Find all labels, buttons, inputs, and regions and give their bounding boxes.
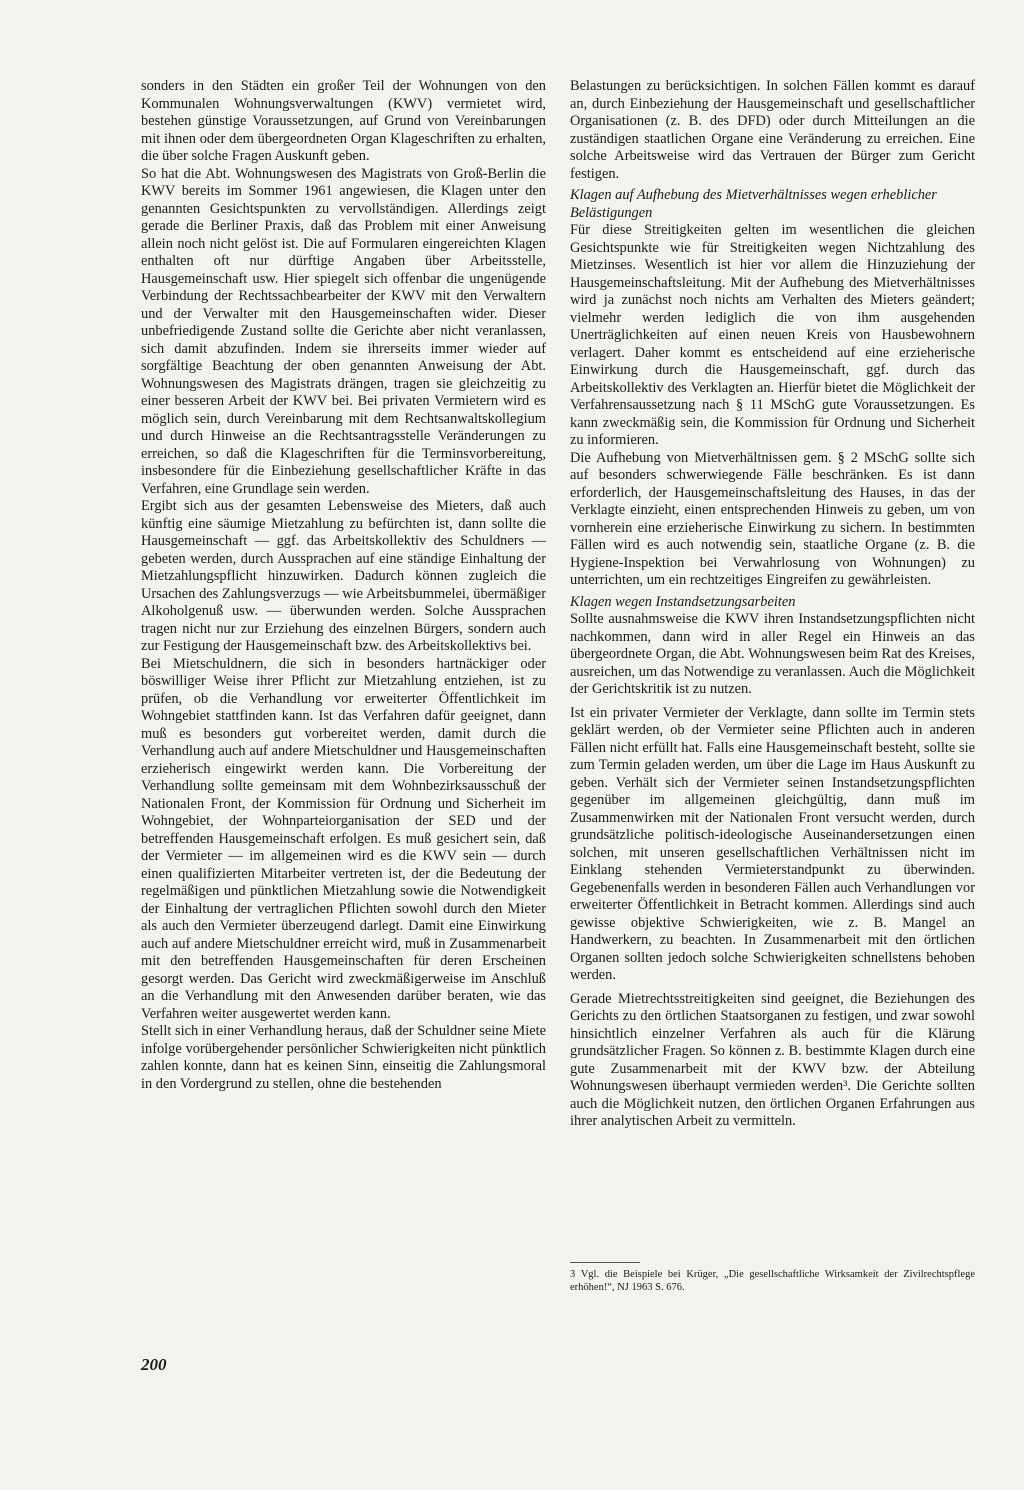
paragraph: Stellt sich in einer Verhandlung heraus, daß der Schuldner seine Miete infolge vorübergehender persönlicher Schwierigkeiten nicht pünktlich zahlen konnte, dann hat es keinen Sinn, einseitig die Zahlungsmoral in den Vordergrund zu stellen, ohne die bestehenden (141, 1023, 546, 1092)
section-heading: Klagen auf Aufhebung des Mietverhältnisses wegen erheblicher Belästigungen (570, 187, 937, 221)
paragraph: Ist ein privater Vermieter der Verklagte, dann sollte im Termin stets geklärt werden, ob der Vermieter seine Pflichten auch in anderen Fällen nicht erfüllt hat. Falls eine Hausgemeinschaft besteht, sollte sie zum Termin geladen werden, um über die Lage im Haus Auskunft zu geben. Verhält sich der Vermieter seinen Instandsetzungspflichten gegenüber im allgemeinen gleichgültig, dann muß im Zusammenwirken mit der Nationalen Front versucht werden, durch grundsätzliche politisch-ideologische Auseinandersetzungen einen solchen, mit unseren gesellschaftlichen Verhältnissen nicht im Einklang stehenden Vermieterstandpunkt zu überwinden. Gegebenenfalls werden in besonderen Fällen auch Verhandlungen vor erweiterter Öffentlichkeit in Betracht kommen. Allerdings sind auch gewisse objektive Schwierigkeiten, wie z. B. Mangel an Handwerkern, zu beachten. In Zusammenarbeit mit den örtlichen Organen sollten jedoch solche Schwierigkeiten schnellstens behoben werden. (570, 704, 975, 983)
paragraph: Für diese Streitigkeiten gelten im wesentlichen die gleichen Gesichtspunkte wie für Streitigkeiten wegen Nichtzahlung des Mietzinses. Wesentlich ist hier vor allem die Hinzuziehung der Hausgemeinschaftsleitung. Mit der Aufhebung des Mietverhältnisses wird ja zunächst noch nichts am Verhalten des Mieters geändert; vielmehr werden lediglich die von ihm ausgehenden Unerträglichkeiten auf einen neuen Kreis von Hausbewohnern verlagert. Daher kommt es entscheidend auf eine erzieherische Einwirkung durch die Hausgemeinschaft, ggf. durch das Arbeitskollektiv des Verklagten an. Hierfür bietet die Möglichkeit der Verfahrensaussetzung nach § 11 MSchG gute Voraussetzungen. Es kann zweckmäßig sein, die Kommission für Ordnung und Sicherheit zu informieren. (570, 222, 975, 448)
paragraph: Die Aufhebung von Mietverhältnissen gem. § 2 MSchG sollte sich auf besonders schwerwiegende Fälle beschränken. Es ist dann erforderlich, der Hausgemeinschaftsleitung des Hauses, in das der Verklagte einzieht, einen entsprechenden Hinweis zu geben, um von vornherein eine erzieherische Einwirkung zu sichern. In bestimmten Fällen wird es auch notwendig sein, staatliche Organe (z. B. die Hygiene-Inspektion bei Verwahrlosung von Wohnungen) zu unterrichten, um ein rechtzeitiges Eingreifen zu gewährleisten. (570, 449, 975, 588)
paragraph: Bei Mietschuldnern, die sich in besonders hartnäckiger oder böswilliger Weise ihrer Pflicht zur Mietzahlung entziehen, ist zu prüfen, ob die Verhandlung vor erweiterter Öffentlichkeit im Wohngebiet stattfinden kann. Ist das Verfahren dafür geeignet, dann muß es besonders gut vorbereitet werden, damit durch die Verhandlung auch auf andere Mietschuldner und Hausgemeinschaften erzieherisch eingewirkt werden kann. Die Vorbereitung der Verhandlung sollte gemeinsam mit dem Wohnbezirksausschuß der Nationalen Front, der Kommission für Ordnung und Sicherheit im Wohngebiet, der Wohnparteiorganisation der SED und der betreffenden Hausgemeinschaft erfolgen. Es muß gesichert sein, daß der Vermieter — im allgemeinen wird es die KWV sein — durch einen qualifizierten Mitarbeiter vertreten ist, der die Bedeutung der regelmäßigen und pünktlichen Mietzahlung sowie die Notwendigkeit der Einhaltung der vertraglichen Pflichten sowohl durch den Mieter als auch den Vermieter überzeugend darlegt. Damit eine Einwirkung auch auf andere Mietschuldner erreicht wird, muß in Zusammenarbeit mit den betreffenden Hausgemeinschaften für deren Erscheinen gesorgt werden. Das Gericht wird zweckmäßigerweise im Anschluß an die Verhandlung mit den Anwesenden darüber beraten, wie das Verfahren weiter ausgewertet werden kann. (141, 655, 546, 1022)
right-column (570, 78, 975, 1131)
section-heading: Klagen wegen Instandsetzungsarbeiten (570, 593, 796, 610)
paragraph: Gerade Mietrechtsstreitigkeiten sind geeignet, die Beziehungen des Gerichts zu den örtlichen Staatsorganen zu festigen, und zwar sowohl hinsichtlich einzelner Verfahren als auch für die Klärung grundsätzlicher Fragen. So können z. B. bestimmte Klagen durch eine gute Zusammenarbeit mit der KWV bzw. der Abteilung Wohnungswesen überhaupt vermieden werden³. Die Gerichte sollten auch die Möglichkeit nutzen, den örtlichen Organen Erfahrungen aus ihrer analytischen Arbeit zu vermitteln. (570, 990, 975, 1129)
left-column (141, 78, 546, 1093)
paragraph: Belastungen zu berücksichtigen. In solchen Fällen kommt es darauf an, durch Einbeziehung der Hausgemeinschaft und gesellschaftlicher Organisationen (z. B. des DFD) oder durch Mitteilungen an die zuständigen staatlichen Organe eine Veränderung zu erreichen. Eine solche Arbeitsweise wird das Vertrauen der Bürger zum Gericht festigen. (570, 78, 975, 182)
paragraph: So hat die Abt. Wohnungswesen des Magistrats von Groß-Berlin die KWV bereits im Sommer 1961 angewiesen, die Klagen unter den genannten Gesichtspunkten zu vervollständigen. Allerdings zeigt gerade die Berliner Praxis, daß das Problem mit einer Anweisung allein noch nicht gelöst ist. Die auf Formularen eingereichten Klagen enthalten oft nur dürftige Angaben über Arbeitsstelle, Hausgemeinschaft usw. Hier spiegelt sich offenbar die ungenügende Verbindung der Rechtssachbearbeiter der KWV mit den Verwaltern und der Verwalter mit den Hausgemeinschaften wider. Dieser unbefriedigende Zustand sollte die Gerichte aber nicht veranlassen, sich damit abzufinden. Indem sie ihrerseits immer wieder auf sorgfältige Beachtung der oben genannten Anweisung der Abt. Wohnungswesen des Magistrats drängen, tragen sie gleichzeitig zu einer besseren Arbeit der KWV bei. Bei privaten Vermietern wird es möglich sein, durch Vereinbarung mit dem Rechtsanwaltskollegium und durch Hinweise an die Rechtsantragsstelle Veränderungen zu erreichen, so daß die Klageschriften für die Terminsvorbereitung, insbesondere für die Einbeziehung gesellschaftlicher Kräfte in das Verfahren, eine Grundlage sein werden. (141, 165, 546, 497)
footnote: 3 Vgl. die Beispiele bei Krüger, „Die gesellschaftliche Wirksamkeit der Zivilrechtspflege erhöhen!“, NJ 1963 S. 676. (570, 1269, 975, 1293)
paragraph: Sollte ausnahmsweise die KWV ihren Instandsetzungspflichten nicht nachkommen, dann wird in aller Regel ein Hinweis an das übergeordnete Organ, die Abt. Wohnungswesen beim Rat des Kreises, ausreichen, um das Notwendige zu veranlassen. Auch die Möglichkeit der Gerichtskritik ist zu nutzen. (570, 611, 975, 697)
paragraph: Ergibt sich aus der gesamten Lebensweise des Mieters, daß auch künftig eine säumige Mietzahlung zu befürchten ist, dann sollte die Hausgemeinschaft — ggf. das Arbeitskollektiv des Schuldners — gebeten werden, durch Aussprachen auf eine ständige Einhaltung der Mietzahlungspflicht hinzuwirken. Dadurch können zugleich die Ursachen des Zahlungsverzugs — wie Arbeitsbummelei, übermäßiger Alkoholgenuß usw. — überwunden werden. Solche Aussprachen tragen nicht nur zur Erziehung des einzelnen Bürgers, sondern auch zur Festigung der Hausgemeinschaft bzw. des Arbeitskollektivs bei. (141, 498, 546, 654)
paragraph: sonders in den Städten ein großer Teil der Wohnungen von den Kommunalen Wohnungsverwaltungen (KWV) vermietet wird, bestehen günstige Voraussetzungen, auf Grund von Vereinbarungen mit ihnen oder dem übergeordneten Organ Klageschriften zu erhalten, die über solche Fragen Auskunft geben. (141, 78, 546, 164)
page-number: 200 (141, 1355, 167, 1374)
footnote-divider (570, 1262, 640, 1263)
